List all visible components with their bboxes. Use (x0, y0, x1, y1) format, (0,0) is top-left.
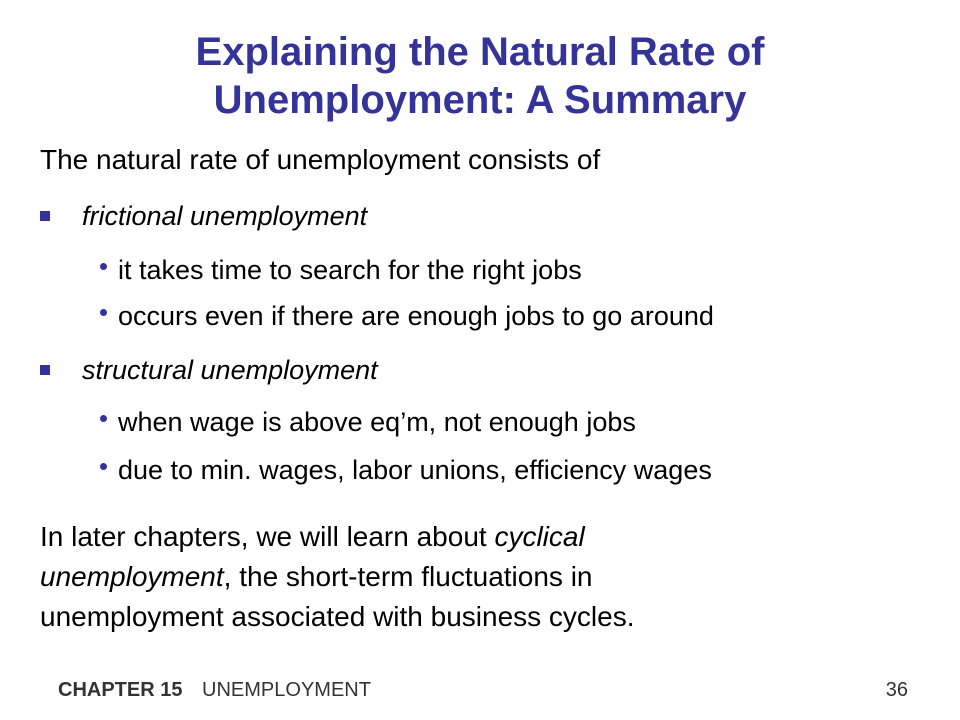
slide-title-line-2: Unemployment: A Summary (213, 78, 747, 122)
footer-topic: UNEMPLOYMENT (202, 679, 371, 701)
sub-bullet-causes-label: due to min. wages, labor unions, efficiency wages (118, 455, 712, 485)
outro-line-1 (40, 517, 920, 557)
outro-line-2-italic: unemployment (40, 561, 224, 592)
footer (58, 678, 371, 702)
slide-title (40, 28, 920, 124)
page-number: 36 (885, 679, 908, 701)
outro-line-2-text: , the short-term fluctuations in (223, 561, 593, 592)
square-bullet-icon (40, 211, 50, 221)
intro-text: The natural rate of unemployment consists of (40, 144, 601, 175)
square-bullet-icon (40, 365, 50, 375)
sub-bullet-search-label: it takes time to search for the right jobs (118, 255, 582, 285)
sub-bullet-wage-label: when wage is above eq’m, not enough jobs (118, 407, 636, 437)
dot-bullet-icon (100, 309, 107, 316)
dot-bullet-icon (100, 263, 107, 270)
bullet-frictional-label: frictional unemployment (82, 201, 368, 231)
outro-line-1-text: In later chapters, we will learn about (40, 521, 495, 552)
sub-bullet-enough-jobs-label: occurs even if there are enough jobs to go around (118, 301, 714, 331)
outro-paragraph (40, 517, 920, 637)
outro-line-1-italic: cyclical (494, 521, 585, 552)
bullet-structural-label: structural unemployment (82, 355, 378, 385)
dot-bullet-icon (100, 463, 107, 470)
outro-line-3: unemployment associated with business cycles. (40, 601, 635, 632)
dot-bullet-icon (100, 415, 107, 422)
outro-line-2 (40, 557, 920, 597)
slide-title-line-1: Explaining the Natural Rate of (195, 30, 765, 74)
footer-chapter: CHAPTER 15 (58, 679, 183, 701)
